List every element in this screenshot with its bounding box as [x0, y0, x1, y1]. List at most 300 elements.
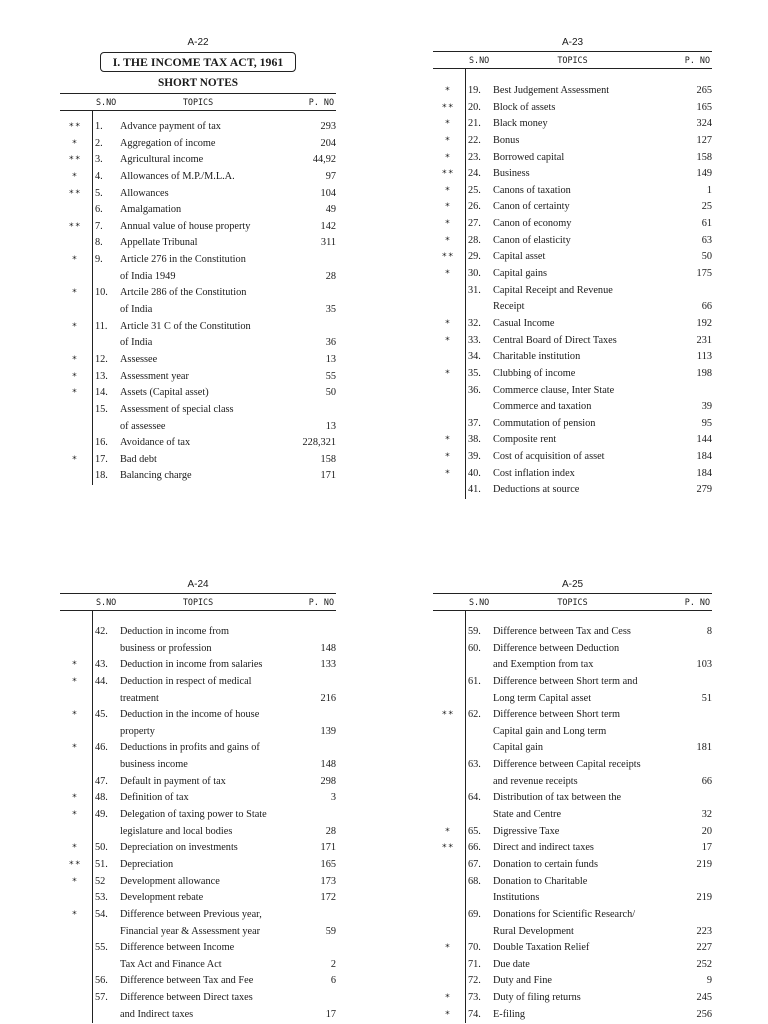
topic-title: Donations for Scientific Research/	[493, 908, 636, 920]
topic-title: Deduction in income from	[120, 626, 229, 637]
serial-number: 60.	[468, 642, 481, 654]
topic-title: Donation to Charitable	[493, 875, 588, 887]
importance-marker: *	[444, 235, 452, 246]
document-title: I. THE INCOME TAX ACT, 1961	[100, 52, 296, 72]
list-item	[71, 319, 336, 336]
serial-number: 46.	[95, 742, 108, 754]
topic-title: Default in payment of tax	[120, 775, 226, 787]
list-item	[93, 774, 336, 791]
list-item	[441, 100, 712, 117]
topic-title: Direct and indirect taxes	[493, 842, 594, 854]
serial-number: 48.	[95, 792, 108, 804]
list-item	[71, 369, 336, 386]
page-reference: 44,92	[312, 154, 336, 166]
list-item	[444, 183, 712, 200]
page-reference: 39	[701, 401, 712, 413]
list-item	[71, 790, 336, 807]
serial-number: 34.	[468, 351, 481, 363]
list-item	[444, 83, 712, 100]
list-item	[68, 857, 336, 874]
list-item	[444, 316, 712, 333]
page-reference: 9	[706, 975, 712, 987]
serial-number: 13.	[95, 370, 108, 382]
page-reference: 172	[320, 892, 336, 904]
serial-number: 54.	[95, 908, 108, 920]
topic-title: Deduction in respect of medical	[120, 675, 252, 687]
table-header	[433, 593, 712, 611]
list-item	[93, 269, 336, 286]
importance-marker: *	[444, 185, 452, 196]
topic-title: Depreciation	[120, 858, 174, 870]
topic-title: Block of assets	[493, 101, 556, 113]
importance-marker: *	[71, 909, 79, 920]
serial-number: 31.	[468, 284, 481, 296]
importance-marker: *	[444, 993, 452, 1004]
page-reference: 49	[325, 204, 336, 216]
list-item	[466, 641, 712, 658]
topic-title: Development rebate	[120, 892, 204, 904]
importance-marker: **	[441, 843, 455, 854]
topic-title: Black money	[493, 118, 548, 130]
serial-number: 3.	[95, 154, 103, 166]
list-item	[71, 136, 336, 153]
topic-list	[68, 111, 336, 485]
importance-marker: *	[444, 943, 452, 954]
serial-number: 53.	[95, 892, 108, 904]
importance-marker: **	[68, 122, 82, 132]
page-number: A-25	[561, 579, 584, 590]
serial-number: 49.	[95, 809, 108, 821]
page-reference: 6	[330, 975, 336, 987]
topic-title: Appellate Tribunal	[120, 237, 198, 249]
serial-number: 51.	[95, 858, 108, 870]
serial-number: 11.	[95, 320, 108, 332]
page-reference: 66	[701, 775, 712, 787]
importance-marker: *	[444, 86, 452, 96]
page-reference: 219	[696, 892, 712, 904]
pno-header: P. NO	[684, 55, 710, 65]
topic-title: Tax Act and Finance Act	[120, 958, 222, 970]
topic-title: Financial year & Assessment year	[120, 925, 261, 937]
serial-number: 30.	[468, 268, 481, 280]
topic-title: Capital asset	[493, 251, 546, 263]
list-item	[466, 691, 712, 708]
table-header	[60, 593, 336, 611]
topic-title: Cost inflation index	[493, 467, 575, 479]
topic-title: Canons of taxation	[493, 184, 571, 196]
list-item	[466, 957, 712, 974]
sno-header: S.NO	[96, 597, 117, 607]
topic-title: Difference between Previous year,	[120, 908, 262, 920]
serial-number: 64.	[468, 792, 481, 804]
topic-title: Institutions	[493, 892, 540, 904]
list-item	[71, 707, 336, 724]
topic-title: Donation to certain funds	[493, 858, 598, 870]
topic-title: Difference between Short term and	[493, 675, 638, 687]
serial-number: 25.	[468, 184, 481, 196]
pno-header: P. NO	[308, 597, 334, 607]
importance-marker: *	[71, 388, 79, 399]
topic-title: Commerce and taxation	[493, 401, 592, 413]
page-reference: 133	[320, 659, 336, 671]
importance-marker: *	[71, 288, 79, 299]
topic-title: Commerce clause, Inter State	[493, 384, 615, 396]
importance-marker: *	[444, 368, 452, 379]
topic-title: Assessment year	[120, 370, 189, 382]
importance-marker: *	[71, 793, 79, 804]
page-reference: 184	[696, 467, 712, 479]
page-reference: 127	[696, 134, 712, 146]
list-item	[444, 990, 712, 1007]
list-item	[466, 874, 712, 891]
list-item	[441, 707, 712, 724]
list-item	[444, 824, 712, 841]
topic-title: Difference between Direct taxes	[120, 992, 253, 1004]
serial-number: 37.	[468, 417, 481, 429]
serial-number: 26.	[468, 201, 481, 213]
topic-title: Difference between Tax and Cess	[493, 626, 631, 637]
topic-title: treatment	[120, 692, 159, 704]
serial-number: 67.	[468, 858, 481, 870]
importance-marker: **	[68, 221, 82, 232]
importance-marker: *	[71, 710, 79, 721]
page-reference: 256	[696, 1008, 712, 1020]
serial-number: 1.	[95, 121, 103, 132]
topic-title: Charitable institution	[493, 351, 581, 363]
list-item	[71, 807, 336, 824]
page-reference: 298	[320, 775, 336, 787]
importance-marker: *	[444, 135, 452, 146]
list-item	[444, 199, 712, 216]
page-reference: 252	[696, 958, 712, 970]
topic-title: Duty and Fine	[493, 975, 552, 987]
page-reference: 227	[696, 942, 712, 954]
serial-number: 43.	[95, 659, 108, 671]
serial-number: 33.	[468, 334, 481, 346]
page-reference: 61	[701, 218, 712, 230]
page-reference: 51	[701, 692, 712, 704]
serial-number: 52	[95, 875, 106, 887]
importance-marker: *	[71, 354, 79, 365]
importance-marker: *	[71, 171, 79, 182]
serial-number: 57.	[95, 992, 108, 1004]
list-item	[93, 402, 336, 419]
page-a22	[60, 36, 336, 485]
importance-marker: *	[444, 152, 452, 163]
list-item	[444, 133, 712, 150]
serial-number: 17.	[95, 453, 108, 465]
serial-number: 5.	[95, 187, 103, 199]
list-item	[444, 449, 712, 466]
serial-number: 70.	[468, 942, 481, 954]
importance-marker: *	[444, 335, 452, 346]
page-reference: 103	[696, 659, 712, 671]
topic-list	[441, 611, 712, 1023]
importance-marker: *	[444, 452, 452, 463]
list-item	[444, 150, 712, 167]
list-item	[466, 482, 712, 499]
importance-marker: *	[444, 269, 452, 280]
table-header	[60, 93, 336, 111]
topic-title: Digressive Taxe	[493, 825, 560, 837]
page-reference: 3	[330, 792, 336, 804]
topic-title: Commutation of pension	[493, 417, 596, 429]
page-reference: 216	[320, 692, 336, 704]
page-reference: 204	[320, 137, 336, 149]
topic-title: Article 31 C of the Constitution	[120, 320, 251, 332]
list-item	[93, 990, 336, 1007]
topic-title: Definition of tax	[120, 792, 189, 804]
serial-number: 69.	[468, 908, 481, 920]
list-item	[93, 419, 336, 436]
serial-number: 12.	[95, 353, 108, 365]
page-reference: 113	[696, 351, 712, 363]
topic-title: Casual Income	[493, 317, 555, 329]
list-item	[71, 674, 336, 691]
serial-number: 27.	[468, 218, 481, 230]
list-item	[93, 202, 336, 219]
importance-marker: **	[441, 710, 455, 721]
list-item	[71, 657, 336, 674]
topic-title: Duty of filing returns	[493, 992, 581, 1004]
page-reference: 311	[320, 237, 336, 249]
list-item	[93, 924, 336, 941]
topic-title: and Exemption from tax	[493, 659, 594, 671]
importance-marker: **	[68, 155, 82, 166]
importance-marker: *	[444, 468, 452, 479]
serial-number: 71.	[468, 958, 481, 970]
serial-number: 47.	[95, 775, 108, 787]
serial-number: 32.	[468, 317, 481, 329]
topic-title: of India	[120, 304, 153, 316]
page-reference: 293	[320, 121, 336, 132]
serial-number: 6.	[95, 204, 103, 216]
list-item	[444, 266, 712, 283]
serial-number: 72.	[468, 975, 481, 987]
list-item	[444, 216, 712, 233]
list-item	[466, 299, 712, 316]
page-reference: 184	[696, 451, 712, 463]
page-reference: 17	[325, 1008, 336, 1020]
page-reference: 25	[701, 201, 712, 213]
topic-title: Agricultural income	[120, 154, 204, 166]
serial-number: 29.	[468, 251, 481, 263]
page-reference: 231	[696, 334, 712, 346]
page-reference: 324	[696, 118, 712, 130]
serial-number: 42.	[95, 626, 108, 637]
list-item	[71, 252, 336, 269]
page-reference: 8	[706, 626, 712, 637]
topic-title: property	[120, 725, 155, 737]
serial-number: 73.	[468, 992, 481, 1004]
list-item	[444, 940, 712, 957]
page-a24	[60, 578, 336, 1023]
importance-marker: *	[71, 454, 79, 465]
topic-title: Allowances	[120, 187, 169, 199]
topic-title: Capital Receipt and Revenue	[493, 284, 613, 296]
page-a23	[433, 36, 712, 499]
page-reference: 144	[696, 434, 712, 446]
list-item	[71, 352, 336, 369]
table-header	[433, 51, 712, 69]
page-reference: 148	[320, 642, 336, 654]
topic-title: Deductions in profits and gains of	[120, 742, 260, 754]
list-item	[466, 774, 712, 791]
list-item	[71, 874, 336, 891]
topic-title: Article 276 in the Constitution	[120, 254, 246, 266]
serial-number: 28.	[468, 234, 481, 246]
topic-title: Avoidance of tax	[120, 437, 191, 449]
page-reference: 13	[325, 420, 336, 432]
list-item	[93, 624, 336, 641]
topic-title: Assessment of special class	[120, 403, 234, 415]
page-reference: 50	[701, 251, 712, 263]
serial-number: 65.	[468, 825, 481, 837]
list-item	[466, 283, 712, 300]
topic-title: Best Judgement Assessment	[493, 85, 610, 96]
topic-title: Borrowed capital	[493, 151, 565, 163]
list-item	[466, 790, 712, 807]
list-item	[93, 724, 336, 741]
serial-number: 22.	[468, 134, 481, 146]
topic-title: Artcile 286 of the Constitution	[120, 287, 247, 299]
topic-title: business or profession	[120, 642, 212, 654]
sno-header: S.NO	[469, 597, 490, 607]
serial-number: 9.	[95, 254, 103, 266]
serial-number: 14.	[95, 387, 108, 399]
page-reference: 104	[320, 187, 336, 199]
importance-marker: *	[444, 318, 452, 329]
topic-title: Capital gains	[493, 268, 548, 280]
topic-title: Due date	[493, 958, 530, 970]
serial-number: 10.	[95, 287, 108, 299]
list-item	[93, 940, 336, 957]
list-item	[93, 235, 336, 252]
topics-header: TOPICS	[557, 55, 588, 65]
list-item	[71, 840, 336, 857]
page-reference: 13	[325, 353, 336, 365]
list-item	[466, 807, 712, 824]
topic-title: Capital gain and Long term	[493, 725, 607, 737]
list-item	[68, 219, 336, 236]
serial-number: 44.	[95, 675, 108, 687]
topic-title: Bonus	[493, 134, 520, 146]
serial-number: 2.	[95, 137, 103, 149]
topic-title: Difference between Income	[120, 942, 235, 954]
importance-marker: **	[441, 102, 455, 113]
list-item	[466, 973, 712, 990]
page-reference: 35	[325, 304, 336, 316]
importance-marker: *	[444, 202, 452, 213]
list-item	[71, 169, 336, 186]
page-reference: 245	[696, 992, 712, 1004]
serial-number: 68.	[468, 875, 481, 887]
pno-header: P. NO	[684, 597, 710, 607]
list-item	[444, 366, 712, 383]
list-item	[466, 740, 712, 757]
page-reference: 228,321	[302, 437, 336, 449]
page-reference: 171	[320, 470, 336, 482]
list-item	[68, 119, 336, 136]
topic-title: Deduction in income from salaries	[120, 659, 263, 671]
topics-header: TOPICS	[182, 597, 214, 607]
serial-number: 4.	[95, 170, 103, 182]
list-item	[444, 333, 712, 350]
list-item	[466, 907, 712, 924]
page-reference: 165	[696, 101, 712, 113]
topic-title: Bad debt	[120, 453, 157, 465]
importance-marker: *	[71, 138, 79, 149]
topic-title: Difference between Capital receipts	[493, 759, 641, 771]
serial-number: 40.	[468, 467, 481, 479]
topic-title: business income	[120, 759, 188, 771]
page-reference: 28	[325, 270, 336, 282]
list-item	[93, 302, 336, 319]
list-item	[93, 824, 336, 841]
pno-header: P. NO	[308, 97, 334, 107]
list-item	[466, 383, 712, 400]
topic-title: Canon of economy	[493, 218, 572, 230]
topic-title: Assessee	[120, 353, 158, 365]
sno-header: S.NO	[96, 97, 117, 107]
list-item	[71, 385, 336, 402]
list-item	[466, 890, 712, 907]
serial-number: 74.	[468, 1008, 481, 1020]
page-reference: 279	[696, 484, 712, 496]
topic-title: of India	[120, 337, 153, 349]
serial-number: 35.	[468, 367, 481, 379]
topic-title: Business	[493, 168, 530, 180]
serial-number: 66.	[468, 842, 481, 854]
topic-title: State and Centre	[493, 809, 562, 821]
list-item	[93, 335, 336, 352]
list-item	[466, 416, 712, 433]
list-item	[93, 468, 336, 485]
topic-title: Aggregation of income	[120, 137, 216, 149]
importance-marker: *	[71, 810, 79, 821]
serial-number: 41.	[468, 484, 481, 496]
page-a25	[433, 578, 712, 1023]
importance-marker: *	[71, 371, 79, 382]
importance-marker: *	[444, 435, 452, 446]
topic-title: Central Board of Direct Taxes	[493, 334, 617, 346]
list-item	[93, 691, 336, 708]
list-item	[444, 432, 712, 449]
page-reference: 198	[696, 367, 712, 379]
list-item	[466, 857, 712, 874]
serial-number: 20.	[468, 101, 481, 113]
page-reference: 95	[701, 417, 712, 429]
topic-title: E-filing	[493, 1008, 526, 1020]
serial-number: 61.	[468, 675, 481, 687]
list-item	[444, 233, 712, 250]
list-item	[93, 957, 336, 974]
page-reference: 265	[696, 85, 712, 96]
topic-title: of assessee	[120, 420, 166, 432]
list-item	[71, 285, 336, 302]
page-reference: 36	[325, 337, 336, 349]
list-item	[93, 890, 336, 907]
topic-title: Composite rent	[493, 434, 557, 446]
importance-marker: **	[441, 252, 455, 263]
list-item	[466, 757, 712, 774]
page-reference: 149	[696, 168, 712, 180]
importance-marker: *	[71, 321, 79, 332]
serial-number: 45.	[95, 709, 108, 721]
serial-number: 21.	[468, 118, 481, 130]
topic-title: legislature and local bodies	[120, 825, 233, 837]
page-reference: 2	[330, 958, 336, 970]
